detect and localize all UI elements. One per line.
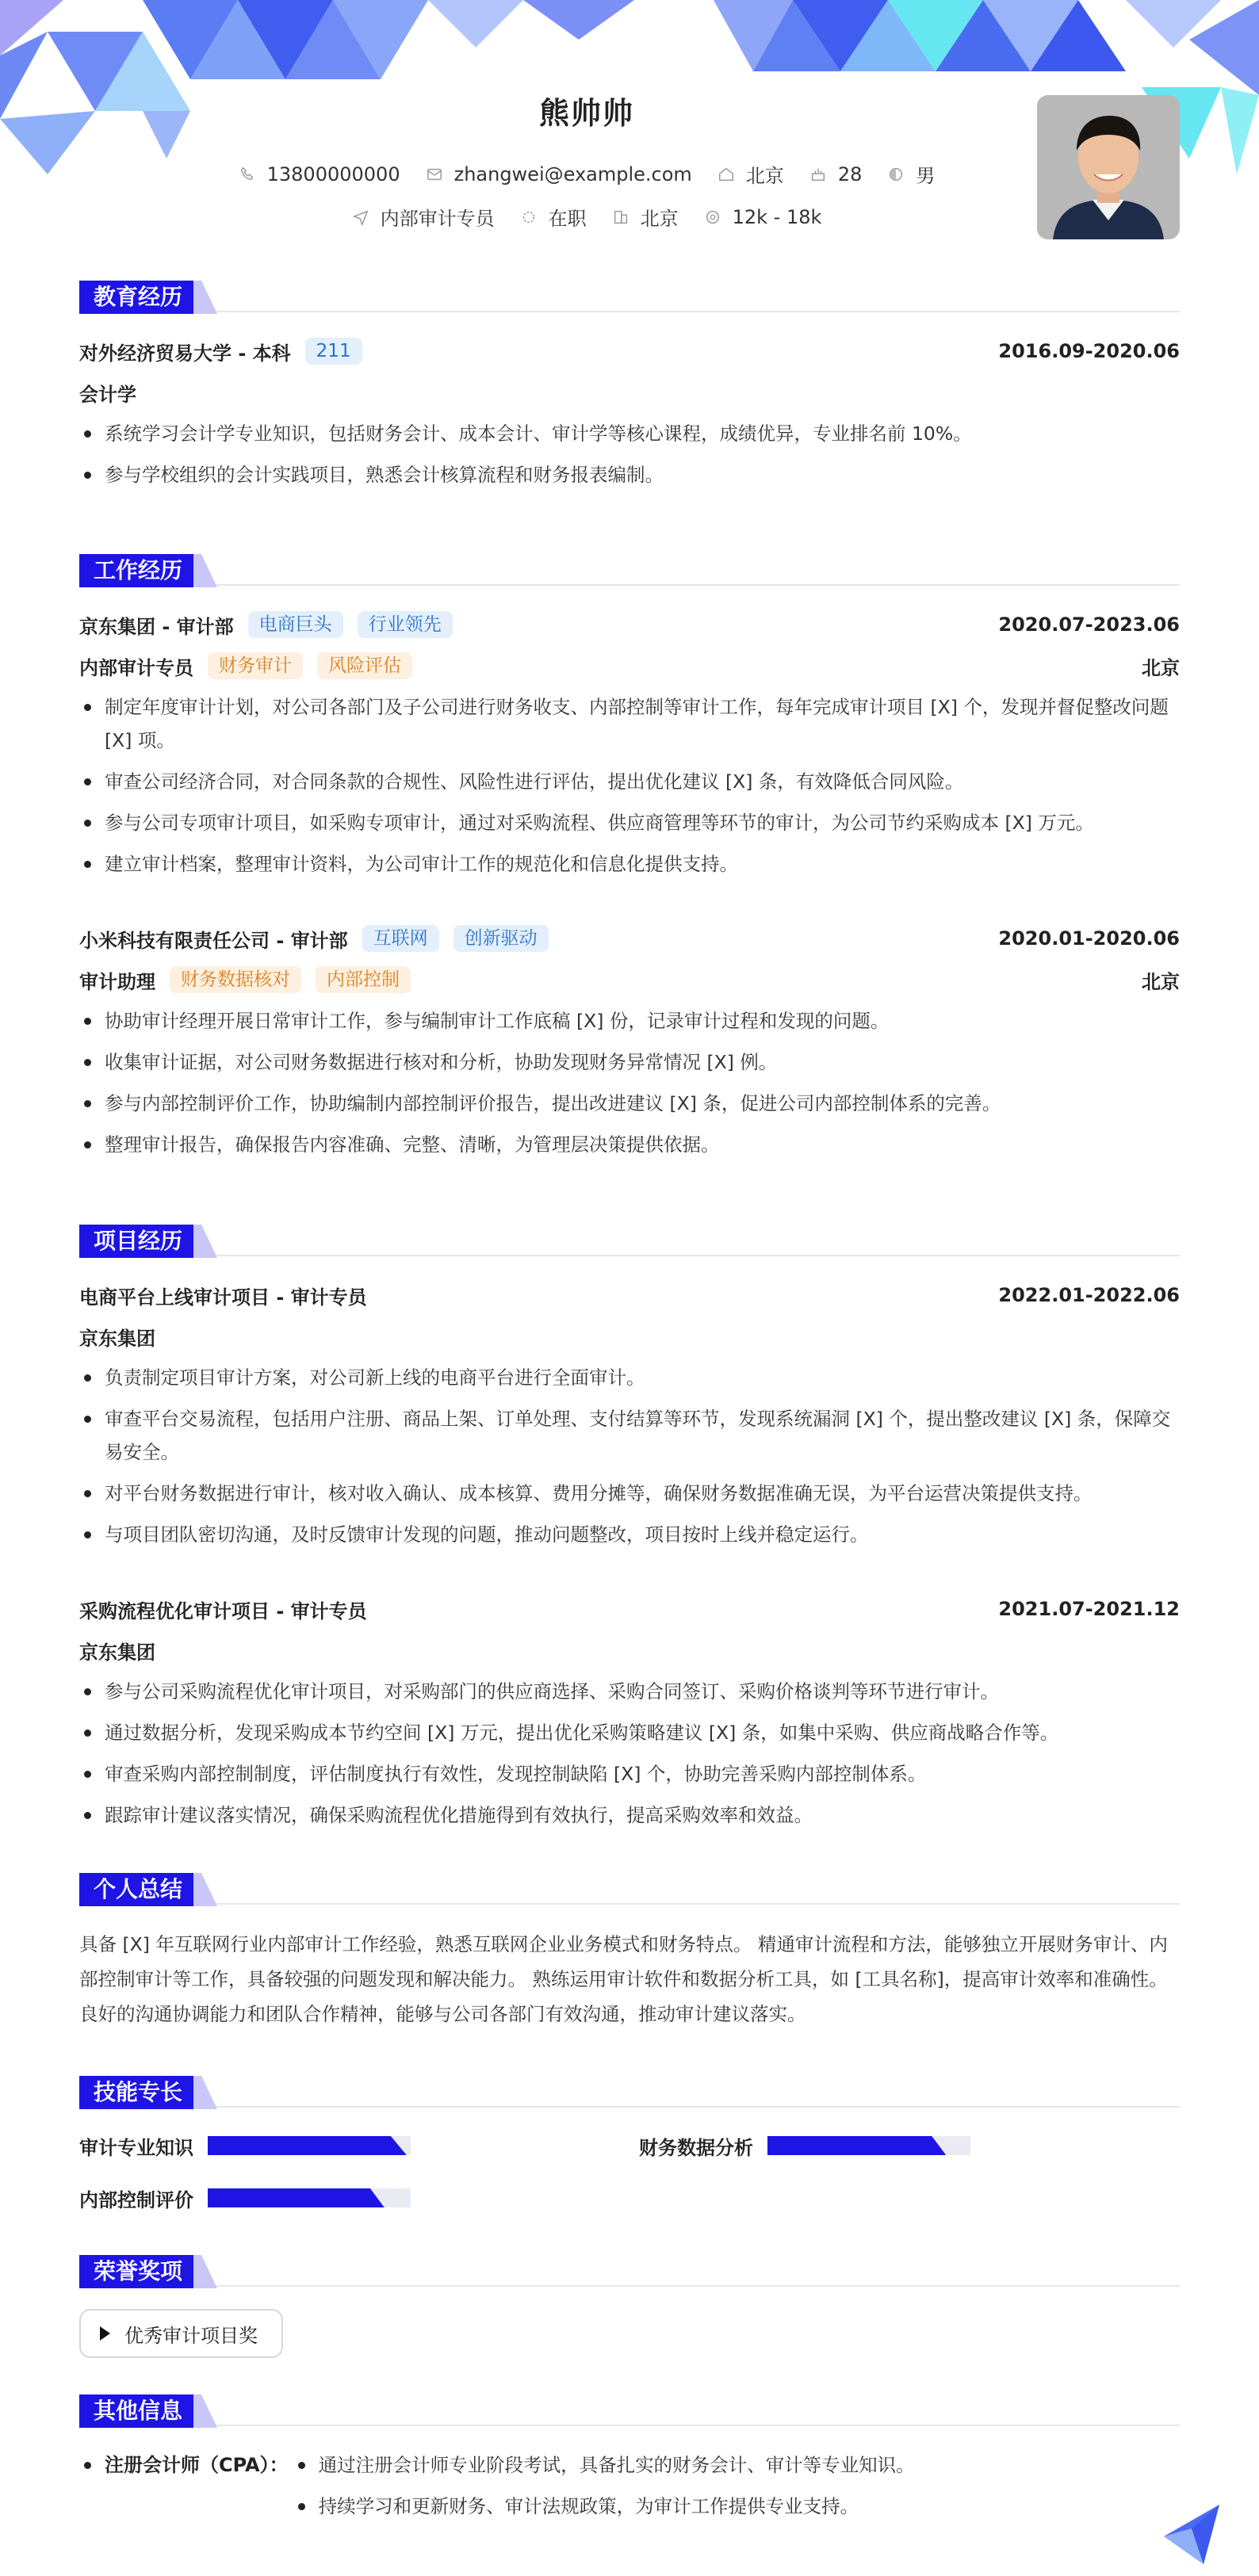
section-title-tail (193, 2394, 217, 2428)
building-icon (612, 208, 630, 226)
job-role-row (79, 648, 1180, 684)
email-item (426, 163, 692, 185)
list-item: 跟踪审计建议落实情况，确保采购流程优化措施得到有效执行，提高采购效率和效益。 (79, 1798, 1180, 1832)
section-title-tail (193, 554, 217, 587)
job-role: 内部审计专员 (79, 656, 193, 679)
section-title: 技能专长 (79, 2076, 197, 2109)
awards-heading (79, 2253, 1180, 2291)
school-tag: 211 (305, 338, 362, 365)
list-item: 参与公司专项审计项目，如采购专项审计，通过对采购流程、供应商管理等环节的审计，为公司节约采购成本 [X] 万元。 (79, 806, 1180, 839)
project-org-row (79, 1318, 1180, 1355)
contact-row (0, 160, 1173, 188)
send-icon (352, 208, 369, 226)
education-heading (79, 279, 1180, 317)
award-item (79, 2309, 283, 2358)
job-entry (79, 608, 1180, 922)
project-section (79, 1223, 1180, 1871)
home-icon (718, 166, 735, 183)
city-item (612, 203, 679, 231)
status-text: 在职 (548, 208, 587, 230)
skill-name: 内部控制评价 (79, 2188, 193, 2211)
list-item: 参与公司采购流程优化审计项目，对采购部门的供应商选择、采购合同签订、采购价格谈判等环节进行审计。 (79, 1675, 1180, 1708)
other-entry (79, 2448, 1180, 2531)
section-title-tail (193, 1873, 217, 1906)
job-city: 北京 (1142, 656, 1180, 679)
skills-grid (79, 2130, 1180, 2241)
list-item: 通过数据分析，发现采购成本节约空间 [X] 万元，提出优化采购策略建议 [X] 条，如集中采购、供应商战略合作等。 (79, 1716, 1180, 1749)
skill-name: 审计专业知识 (79, 2136, 193, 2159)
other-heading (79, 2393, 1180, 2431)
section-title-tail (193, 2255, 217, 2288)
company-name: 京东集团 - 审计部 (79, 615, 234, 638)
education-section (79, 279, 1180, 552)
skills-section (79, 2074, 1180, 2253)
job-intent-row (0, 203, 1173, 231)
phone-icon (239, 166, 256, 183)
list-item: 系统学习会计学专业知识，包括财务会计、成本会计、审计学等核心课程，成绩优异，专业排名前 10%。 (79, 417, 1180, 450)
awards-section (79, 2253, 1180, 2393)
award-name: 优秀审计项目奖 (124, 2324, 258, 2347)
skill-fill (208, 2188, 385, 2207)
candidate-name: 熊帅帅 (538, 96, 634, 131)
list-item: 制定年度审计计划，对公司各部门及子公司进行财务收支、内部控制等审计工作，每年完成审计项目 [X] 个，发现并督促整改问题 [X] 项。 (79, 690, 1180, 757)
section-title: 教育经历 (79, 281, 197, 314)
status-item (520, 203, 587, 231)
section-divider (79, 311, 1180, 312)
section-divider (79, 2106, 1180, 2108)
other-bullets (293, 2448, 915, 2531)
mail-icon (426, 166, 443, 183)
skill-item (79, 2182, 411, 2214)
school-name: 对外经济贸易大学 - 本科 (79, 342, 291, 365)
section-title: 工作经历 (79, 554, 197, 587)
section-title: 项目经历 (79, 1225, 197, 1258)
section-title-tail (193, 281, 217, 314)
skill-item (639, 2130, 970, 2161)
section-title: 其他信息 (79, 2394, 197, 2428)
gender-item (887, 160, 935, 188)
role-tag: 风险评估 (317, 652, 412, 679)
resume-header (0, 0, 1259, 262)
role-tag: 财务审计 (208, 652, 303, 679)
skill-fill (767, 2136, 946, 2155)
resume-content (79, 279, 1180, 2531)
city-text: 北京 (640, 208, 679, 230)
role-tag: 财务数据核对 (170, 966, 301, 993)
company-tag: 电商巨头 (248, 611, 343, 638)
skill-name: 财务数据分析 (639, 2136, 753, 2159)
summary-heading (79, 1871, 1180, 1909)
cake-icon (809, 166, 827, 183)
list-item: 通过注册会计师专业阶段考试，具备扎实的财务会计、审计等专业知识。 (293, 2448, 915, 2482)
other-section (79, 2393, 1180, 2531)
skill-bar (208, 2188, 411, 2207)
education-entry-row (79, 334, 1180, 368)
position-item (352, 203, 495, 231)
job-bullets (79, 1004, 1180, 1161)
project-entry (79, 1592, 1180, 1832)
list-item: 对平台财务数据进行审计，核对收入确认、成本核算、费用分摊等，确保财务数据准确无误，为平台运营决策提供支持。 (79, 1477, 1180, 1510)
skill-bar (208, 2136, 411, 2155)
phone-item (239, 163, 400, 185)
project-date: 2022.01-2022.06 (998, 1284, 1180, 1306)
play-triangle-icon (100, 2326, 110, 2341)
project-date: 2021.07-2021.12 (998, 1598, 1180, 1620)
project-name-row (79, 1592, 1180, 1626)
skill-item (79, 2130, 411, 2161)
list-item: 审查公司经济合同，对合同条款的合规性、风险性进行评估，提出优化建议 [X] 条，有效降低合同风险。 (79, 765, 1180, 798)
section-divider (79, 2425, 1180, 2426)
coin-icon (704, 208, 721, 226)
job-date: 2020.01-2020.06 (998, 927, 1180, 950)
company-tag: 互联网 (362, 925, 439, 952)
role-tag: 内部控制 (316, 966, 411, 993)
major-name: 会计学 (79, 383, 136, 406)
project-org: 京东集团 (79, 1641, 155, 1664)
project-name-row (79, 1278, 1180, 1312)
list-item: 与项目团队密切沟通，及时反馈审计发现的问题，推动问题整改，项目按时上线并稳定运行。 (79, 1518, 1180, 1551)
section-divider (79, 584, 1180, 586)
section-divider (79, 1903, 1180, 1905)
list-item: 协助审计经理开展日常审计工作，参与编制审计工作底稿 [X] 份，记录审计过程和发现的问题。 (79, 1004, 1180, 1038)
section-title: 荣誉奖项 (79, 2255, 197, 2288)
project-bullets (79, 1361, 1180, 1551)
skill-fill (208, 2136, 407, 2155)
section-divider (79, 2285, 1180, 2287)
project-org-row (79, 1632, 1180, 1668)
list-item: 参与内部控制评价工作，协助编制内部控制评价报告，提出改进建议 [X] 条，促进公司内部控制体系的完善。 (79, 1087, 1180, 1120)
job-company-row (79, 922, 1180, 955)
major-row (79, 374, 1180, 411)
work-section (79, 552, 1180, 1223)
status-icon (520, 208, 538, 226)
list-item: 收集审计证据，对公司财务数据进行核对和分析，协助发现财务异常情况 [X] 例。 (79, 1045, 1180, 1079)
location-item (718, 160, 784, 188)
list-item: 参与学校组织的会计实践项目，熟悉会计核算流程和财务报表编制。 (79, 458, 1180, 491)
phone-text: 13800000000 (266, 162, 400, 185)
job-role-row (79, 961, 1180, 998)
list-item: 审查采购内部控制制度，评估制度执行有效性，发现控制缺陷 [X] 个，协助完善采购内部控制体系。 (79, 1757, 1180, 1791)
age-text: 28 (837, 162, 863, 185)
email-text: zhangwei@example.com (453, 162, 692, 185)
salary-text: 12k - 18k (732, 205, 822, 228)
work-heading (79, 552, 1180, 590)
list-item: 建立审计档案，整理审计资料，为公司审计工作的规范化和信息化提供支持。 (79, 847, 1180, 881)
gender-text: 男 (916, 165, 936, 187)
job-company-row (79, 608, 1180, 641)
location-text: 北京 (745, 165, 784, 187)
company-name: 小米科技有限责任公司 - 审计部 (79, 929, 348, 952)
salary-item (704, 206, 822, 228)
skills-heading (79, 2074, 1180, 2112)
project-heading (79, 1223, 1180, 1261)
list-item: 负责制定项目审计方案，对公司新上线的电商平台进行全面审计。 (79, 1361, 1180, 1394)
other-label: 注册会计师（CPA）： (79, 2448, 289, 2531)
company-tag: 行业领先 (358, 611, 453, 638)
project-bullets (79, 1675, 1180, 1832)
job-city: 北京 (1142, 970, 1180, 993)
summary-text: 具备 [X] 年互联网行业内部审计工作经验，熟悉互联网企业业务模式和财务特点。 精通审计流程和方法，能够独立开展财务审计、内部控制审计等工作，具备较强的问题发现和解决能力。 熟练运用审计软件和数据分析工具，如 [工具名称]，提高审计效率和准确性。 良好的沟通协调能力和团队合作精神，能够与公司各部门有效沟通，推动审计建议落实。 (79, 1933, 1168, 2025)
age-item (809, 163, 863, 185)
job-bullets (79, 690, 1180, 881)
list-item: 持续学习和更新财务、审计法规政策，为审计工作提供专业支持。 (293, 2490, 915, 2523)
position-text: 内部审计专员 (380, 208, 495, 230)
list-item: 审查平台交易流程，包括用户注册、商品上架、订单处理、支付结算等环节，发现系统漏洞 [X] 个，提出整改建议 [X] 条，保障交易安全。 (79, 1402, 1180, 1469)
job-role: 审计助理 (79, 970, 155, 993)
summary-section (79, 1871, 1180, 2074)
project-name: 采购流程优化审计项目 - 审计专员 (79, 1599, 367, 1622)
job-entry (79, 922, 1180, 1161)
education-bullets (79, 417, 1180, 491)
project-entry (79, 1278, 1180, 1592)
job-date: 2020.07-2023.06 (998, 613, 1180, 636)
project-org: 京东集团 (79, 1327, 155, 1350)
avatar (1037, 95, 1180, 239)
section-title-tail (193, 1225, 217, 1258)
project-name: 电商平台上线审计项目 - 审计专员 (79, 1286, 367, 1309)
section-title-tail (193, 2076, 217, 2109)
gender-icon (887, 166, 905, 183)
avatar-portrait-icon (1037, 95, 1180, 239)
section-divider (79, 1255, 1180, 1256)
section-title: 个人总结 (79, 1873, 197, 1906)
education-date: 2016.09-2020.06 (998, 340, 1180, 362)
company-tag: 创新驱动 (453, 925, 549, 952)
list-item: 整理审计报告，确保报告内容准确、完整、清晰，为管理层决策提供依据。 (79, 1128, 1180, 1161)
skill-bar (767, 2136, 970, 2155)
